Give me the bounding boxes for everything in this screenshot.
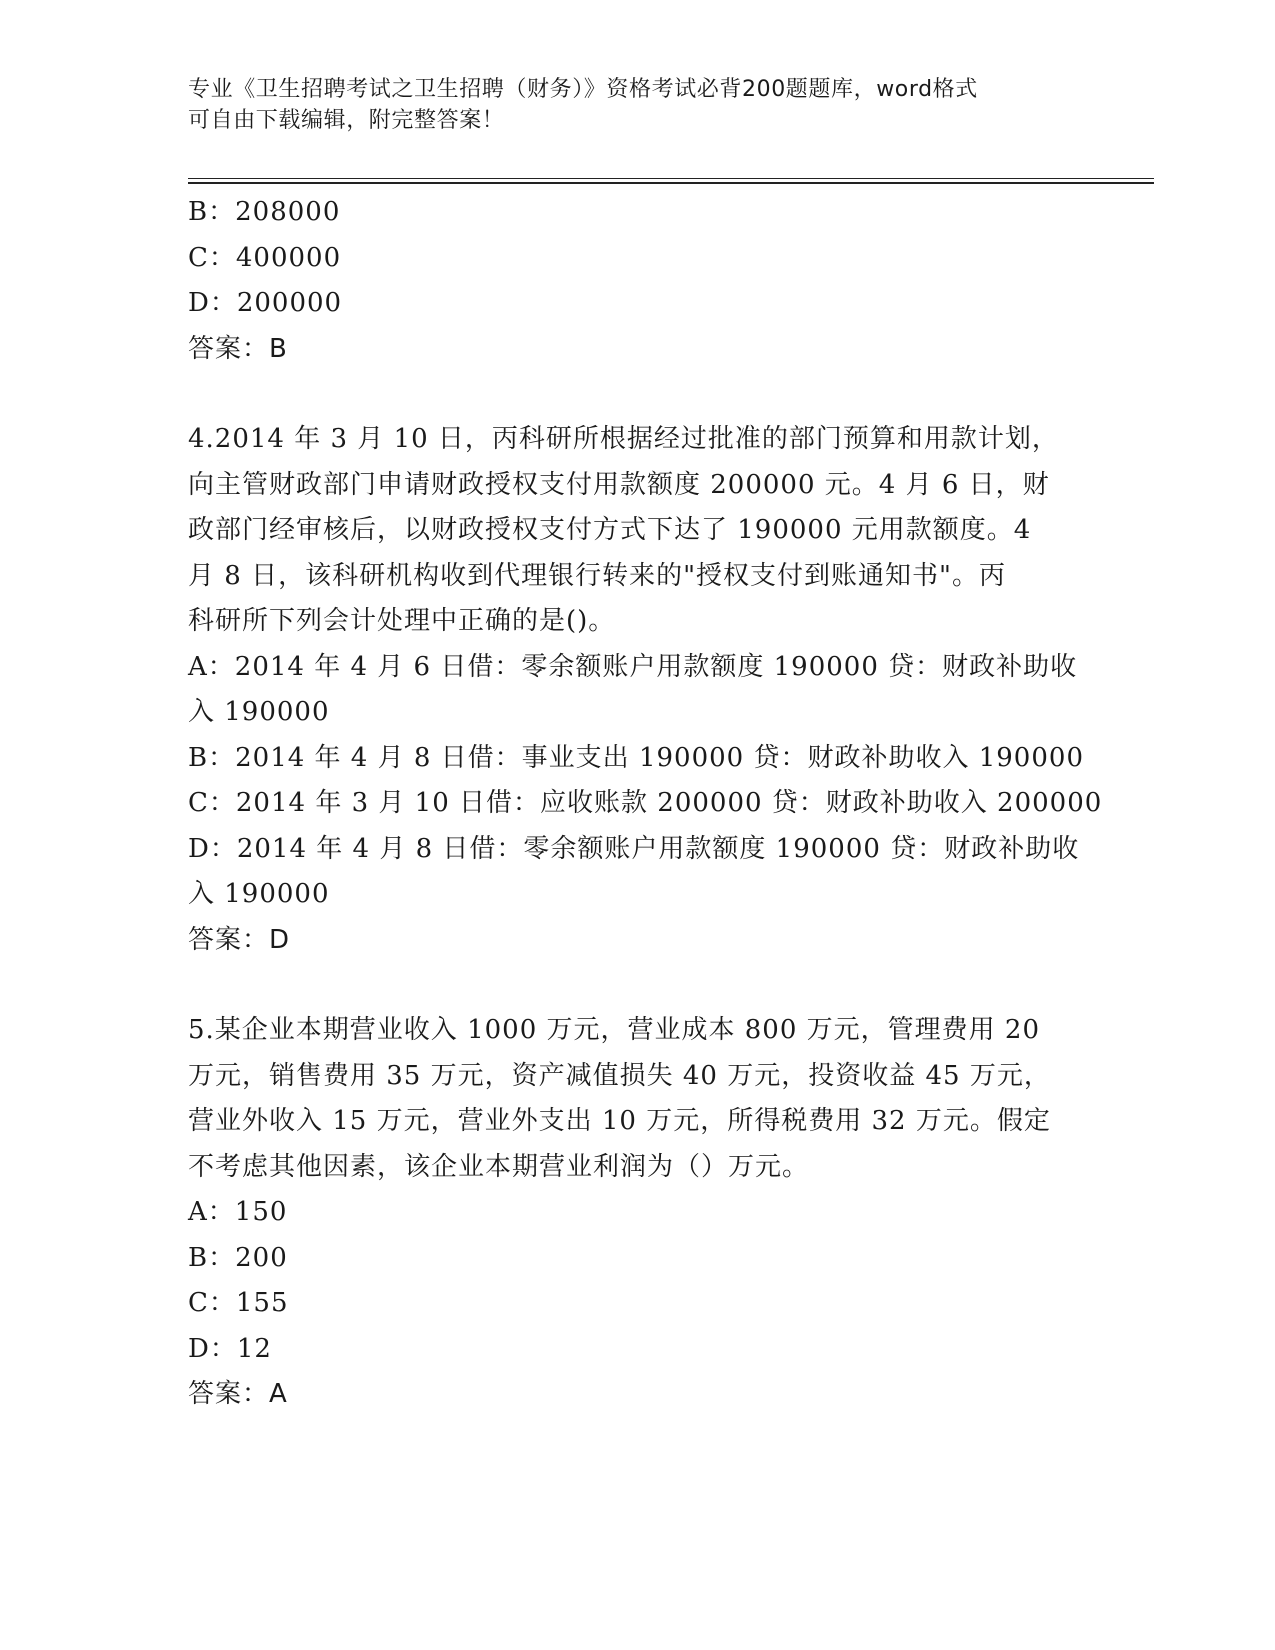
option-c: C：400000 [188,242,342,273]
option-d: D：2014 年 4 月 8 日借：零余额账户用款额度 190000 贷：财政补助收 [188,833,1080,864]
question-5 [188,1008,1088,1418]
question-text-line: 万元，销售费用 35 万元，资产减值损失 40 万元，投资收益 45 万元， [188,1060,1051,1091]
question-3-tail [188,190,1088,372]
option-d-continued: 入 190000 [188,879,330,909]
option-b: B：200 [188,1242,288,1273]
header-title-line-2: 可自由下载编辑，附完整答案！ [188,108,505,133]
option-c: C：155 [188,1288,289,1318]
option-c: C：2014 年 3 月 10 日借：应收账款 200000 贷：财政补助收入 200000 [188,788,1103,818]
answer-line: 答案：D [188,924,291,955]
option-b: B：208000 [188,197,341,227]
question-text-line: 营业外收入 15 万元，营业外支出 10 万元，所得税费用 32 万元。假定 [188,1106,1051,1136]
answer-line: 答案：A [188,1379,288,1409]
header-divider-thick [188,182,1154,184]
document-header [188,74,1068,136]
option-a-continued: 入 190000 [188,697,330,727]
header-divider-thin [188,178,1154,179]
option-d: D：200000 [188,288,343,318]
question-text-line: 科研所下列会计处理中正确的是()。 [188,606,616,636]
document-body [188,190,1103,1418]
question-4 [188,417,1103,963]
option-b: B：2014 年 4 月 8 日借：事业支出 190000 贷：财政补助收入 190000 [188,742,1084,773]
option-d: D：12 [188,1333,272,1364]
option-a: A：150 [188,1197,288,1227]
question-text-line: 不考虑其他因素，该企业本期营业利润为（）万元。 [188,1151,810,1182]
question-text-line: 月 8 日，该科研机构收到代理银行转来的"授权支付到账通知书"。丙 [188,560,1006,591]
header-title-line-1: 专业《卫生招聘考试之卫生招聘（财务）》资格考试必背200题题库，word格式 [188,77,978,102]
question-text-line: 向主管财政部门申请财政授权支付用款额度 200000 元。4 月 6 日，财 [188,469,1050,500]
option-a: A：2014 年 4 月 6 日借：零余额账户用款额度 190000 贷：财政补助收 [188,651,1078,682]
question-text-line: 5.某企业本期营业收入 1000 万元，营业成本 800 万元，管理费用 20 [188,1015,1041,1045]
question-text-line: 政部门经审核后，以财政授权支付方式下达了 190000 元用款额度。4 [188,515,1032,545]
question-text-line: 4.2014 年 3 月 10 日，丙科研所根据经过批准的部门预算和用款计划， [188,424,1059,454]
answer-line: 答案：B [188,333,288,364]
